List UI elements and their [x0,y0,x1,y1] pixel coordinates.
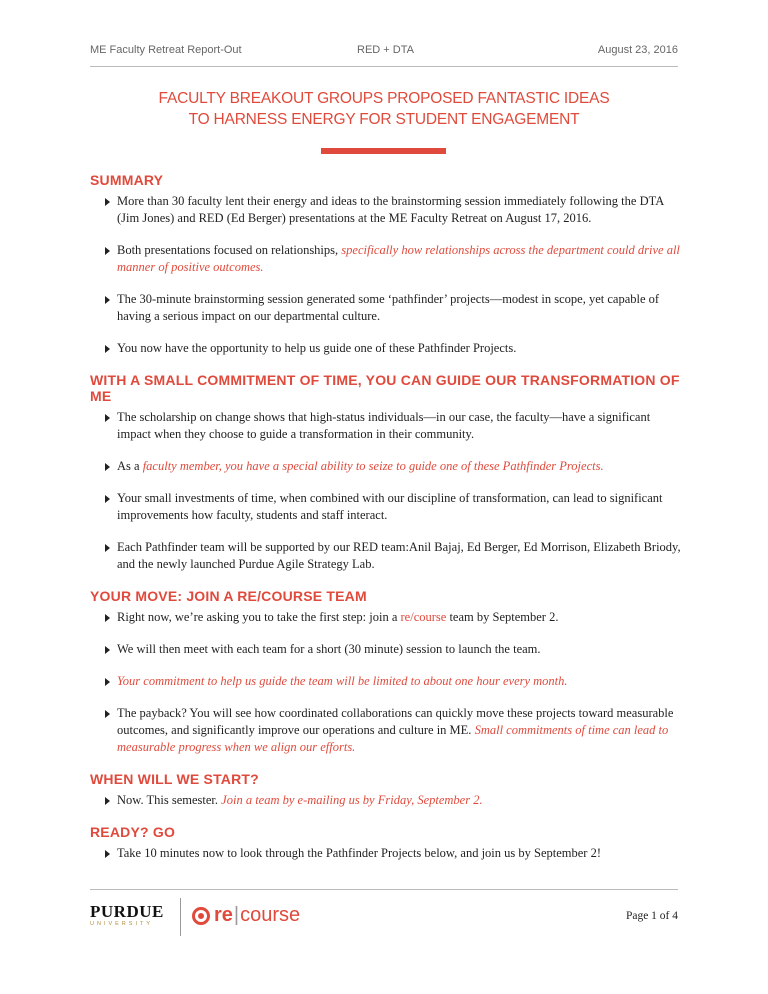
bullet-arrow-icon [105,345,110,353]
section-heading-when: WHEN WILL WE START? [90,771,259,787]
header-rule [90,66,678,67]
bullet-arrow-icon [105,198,110,206]
list-item: Each Pathfinder team will be supported by our RED team:Anil Bajaj, Ed Berger, Ed Morrison, Elizabeth Briody, and the newly launched Purdue Agile Strategy Lab. [90,539,682,573]
section-heading-commitment: WITH A SMALL COMMITMENT OF TIME, YOU CAN GUIDE OUR TRANSFORMATION OF ME [90,372,680,404]
list-item: More than 30 faculty lent their energy and ideas to the brainstorming session immediately following the DTA (Jim Jones) and RED (Ed Berger) presentations at the ME Faculty Retreat on August 17, 2016. [90,193,682,227]
bullet-arrow-icon [105,495,110,503]
list-item: The 30-minute brainstorming session generated some ‘pathfinder’ projects—modest in scope, yet capable of having a serious impact on our departmental culture. [90,291,682,325]
bullet-arrow-icon [105,544,110,552]
logo-divider [180,898,181,936]
header-left: ME Faculty Retreat Report-Out [90,44,242,56]
move-list [90,609,682,756]
list-item: We will then meet with each team for a short (30 minute) session to launch the team. [90,641,682,658]
document-body [90,172,682,862]
bullet-arrow-icon [105,247,110,255]
list-item: Your commitment to help us guide the team will be limited to about one hour every month. [90,673,682,690]
summary-list [90,193,682,357]
bullet-arrow-icon [105,797,110,805]
section-heading-ready: READY? GO [90,824,176,840]
list-item: Now. This semester. Join a team by e-mailing us by Friday, September 2. [90,792,682,809]
list-item: Take 10 minutes now to look through the Pathfinder Projects below, and join us by September 2! [90,845,682,862]
list-item: Your small investments of time, when combined with our discipline of transformation, can lead to significant improvements how faculty, students and staff interact. [90,490,682,524]
section-heading-your-move: YOUR MOVE: JOIN A RE/COURSE TEAM [90,588,367,604]
footer-rule [90,889,678,890]
bullet-arrow-icon [105,678,110,686]
bullet-arrow-icon [105,710,110,718]
bullet-arrow-icon [105,296,110,304]
header-date: August 23, 2016 [597,44,678,56]
header-center: RED + DTA [357,44,414,56]
title-line-1: FACULTY BREAKOUT GROUPS PROPOSED FANTASTIC IDEAS [158,90,610,107]
bullet-arrow-icon [105,850,110,858]
bullet-arrow-icon [105,414,110,422]
bullet-arrow-icon [105,463,110,471]
purdue-logo: PURDUE UNIVERSITY [90,902,164,927]
title-underline-bar [321,148,446,154]
recourse-logo: re | course [192,904,300,927]
page-number: Page 1 of 4 [625,910,678,922]
list-item: You now have the opportunity to help us guide one of these Pathfinder Projects. [90,340,682,357]
start-list [90,792,682,809]
title-line-2: TO HARNESS ENERGY FOR STUDENT ENGAGEMENT [188,111,580,128]
ready-list [90,845,682,862]
section-heading-summary: SUMMARY [90,172,164,188]
list-item: Both presentations focused on relationships, specifically how relationships across the department could drive all manner of positive outcomes. [90,242,682,276]
page-title [90,88,678,130]
bullet-arrow-icon [105,614,110,622]
list-item: As a faculty member, you have a special ability to seize to guide one of these Pathfinder Projects. [90,458,682,475]
bullet-arrow-icon [105,646,110,654]
list-item: Right now, we’re asking you to take the first step: join a re/course team by September 2. [90,609,682,626]
list-item: The payback? You will see how coordinated collaborations can quickly move these projects toward measurable outcomes, and significantly improve our operations and culture in ME. Small commitments of time can lead to measurable progress when we align our efforts. [90,705,682,756]
commitment-list [90,409,682,573]
gear-icon [192,907,210,925]
list-item: The scholarship on change shows that high-status individuals—in our case, the faculty—have a significant impact when they choose to guide a transformation in their community. [90,409,682,443]
